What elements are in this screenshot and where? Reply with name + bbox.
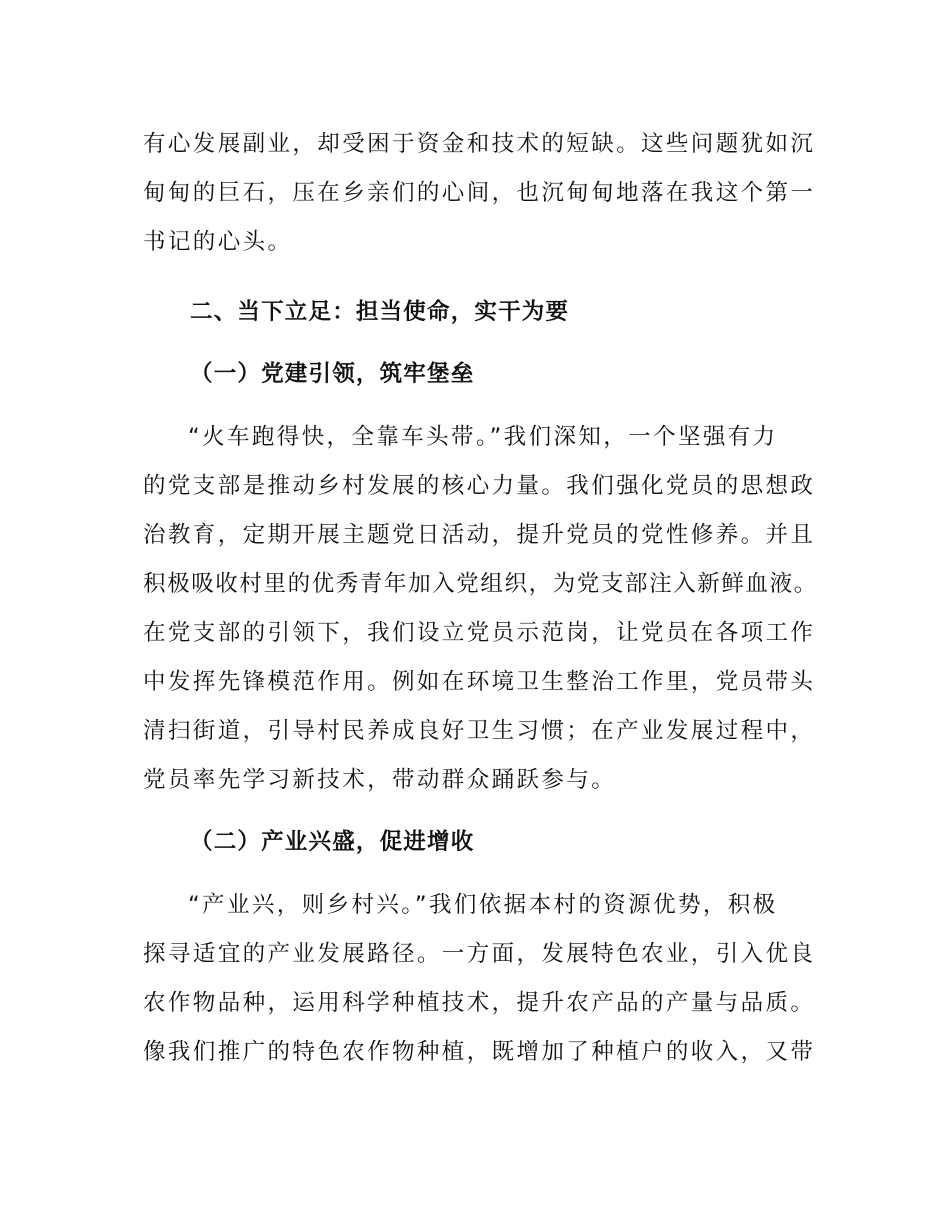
text-line: 清扫街道，引导村民养成良好卫生习惯；在产业发展过程中， [143, 718, 816, 744]
text-line: 党员率先学习新技术，带动群众踊跃参与。 [143, 767, 617, 793]
text-line: 治教育，定期开展主题党日活动，提升党员的党性修养。并且 [143, 522, 816, 548]
text-line: 中发挥先锋模范作用。例如在环境卫生整治工作里，党员带头 [143, 669, 816, 695]
text-line: “产业兴，则乡村兴。”我们依据本村的资源优势，积极 [188, 892, 778, 918]
text-line: 甸甸的巨石，压在乡亲们的心间，也沉甸甸地落在我这个第一 [143, 180, 816, 206]
text-line: 书记的心头。 [143, 229, 293, 255]
subsection-1-heading: （一）党建引领，筑牢堡垒 [190, 361, 475, 387]
text-line: 积极吸收村里的优秀青年加入党组织，为党支部注入新鲜血液。 [143, 571, 818, 597]
section-2-heading: 二、当下立足：担当使命，实干为要 [190, 299, 570, 325]
text-line: 探寻适宜的产业发展路径。一方面，发展特色农业，引入优良 [143, 941, 816, 967]
paragraph-1 [143, 120, 823, 267]
subsection-2-heading: （二）产业兴盛，促进增收 [190, 829, 475, 855]
text-line: 像我们推广的特色农作物种植，既增加了种植户的收入，又带 [143, 1039, 816, 1065]
text-line: 农作物品种，运用科学种植技术，提升农产品的产量与品质。 [143, 990, 816, 1016]
paragraph-2 [143, 413, 823, 805]
text-line: “火车跑得快，全靠车头带。”我们深知，一个坚强有力 [188, 424, 778, 450]
text-line: 在党支部的引领下，我们设立党员示范岗，让党员在各项工作 [143, 620, 816, 646]
text-line: 有心发展副业，却受困于资金和技术的短缺。这些问题犹如沉 [143, 131, 816, 157]
paragraph-3 [143, 881, 823, 1077]
text-line: 的党支部是推动乡村发展的核心力量。我们强化党员的思想政 [143, 473, 816, 499]
document-body [143, 120, 823, 1077]
